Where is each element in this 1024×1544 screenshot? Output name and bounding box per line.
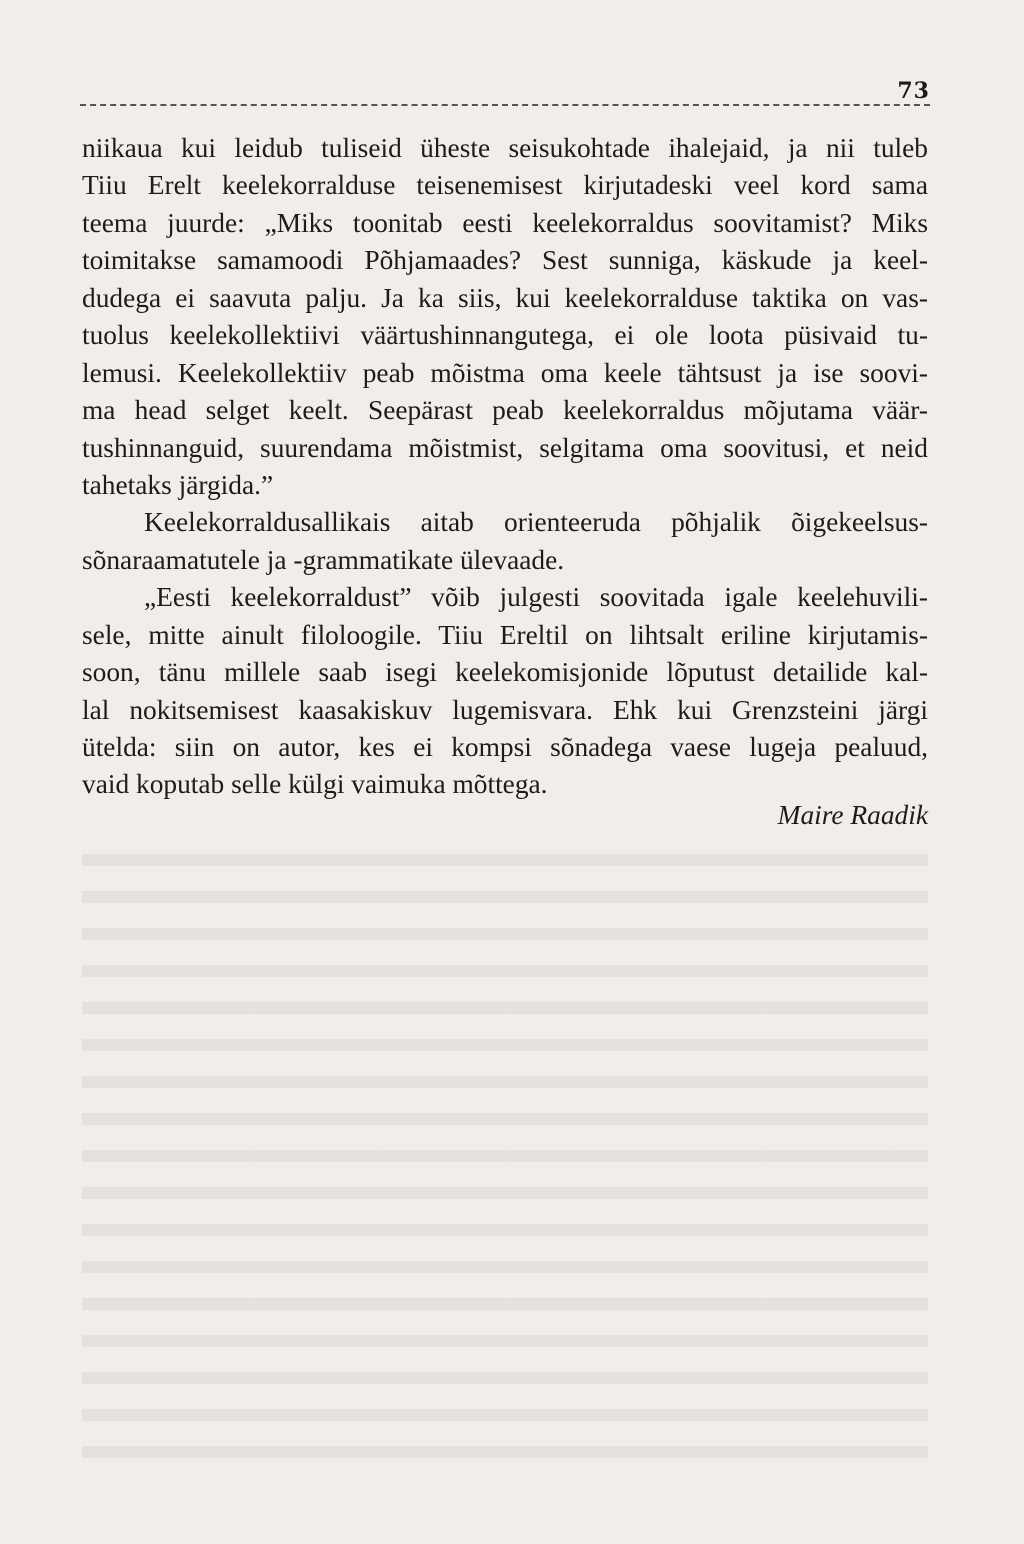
text-line: tahetaks järgida.” — [82, 469, 274, 500]
text-line: tuolus keelekollektiivi väärtushinnangutega, ei ole loota püsivaid tu- — [82, 320, 928, 351]
text-line: niikaua kui leidub tuliseid üheste seisukohtade ihalejaid, ja nii tuleb — [82, 133, 928, 163]
text-line: ma head selget keelt. Seepärast peab keelekorraldus mõjutama väär- — [82, 395, 928, 426]
text-line: sele, mitte ainult filoloogile. Tiiu Ereltil on lihtsalt eriline kirjutamis- — [82, 619, 928, 650]
header-rule — [80, 104, 930, 106]
text-line: Keelekorraldusallikais aitab orienteeruda põhjalik õigekeelsus- — [144, 507, 928, 538]
bleed-through-texture — [82, 840, 928, 1480]
text-line: ütelda: siin on autor, kes ei kompsi sõnadega vaese lugeja pealuud, — [82, 732, 928, 762]
text-line: teema juurde: „Miks toonitab eesti keelekorraldus soovitamist? Miks — [82, 207, 928, 238]
text-line: dudega ei saavuta palju. Ja ka siis, kui keelekorralduse taktika on vas- — [82, 282, 928, 313]
text-line: soon, tänu millele saab isegi keelekomisjonide lõputust detailide kal- — [82, 657, 928, 688]
text-line: sõnaraamatutele ja -grammatikate ülevaade. — [82, 544, 565, 575]
text-line: toimitakse samamoodi Põhjamaades? Sest sunniga, käskude ja keel- — [82, 245, 928, 276]
text-line: tushinnanguid, suurendama mõistmist, selgitama oma soovitusi, et neid — [82, 432, 928, 463]
text-line: lal nokitsemisest kaasakiskuv lugemisvara. Ehk kui Grenzsteini järgi — [82, 694, 928, 725]
text-line: lemusi. Keelekollektiiv peab mõistma oma keele tähtsust ja ise soovi- — [82, 357, 928, 388]
text-line: „Eesti keelekorraldust” võib julgesti soovitada igale keelehuvili- — [144, 582, 928, 613]
author-signature: Maire Raadik — [777, 800, 928, 830]
page-number: 73 — [897, 78, 930, 104]
text-line: vaid koputab selle külgi vaimuka mõttega. — [82, 769, 548, 800]
text-line: Tiiu Erelt keelekorralduse teisenemisest kirjutadeski veel kord sama — [82, 170, 928, 201]
body-text — [82, 130, 928, 804]
